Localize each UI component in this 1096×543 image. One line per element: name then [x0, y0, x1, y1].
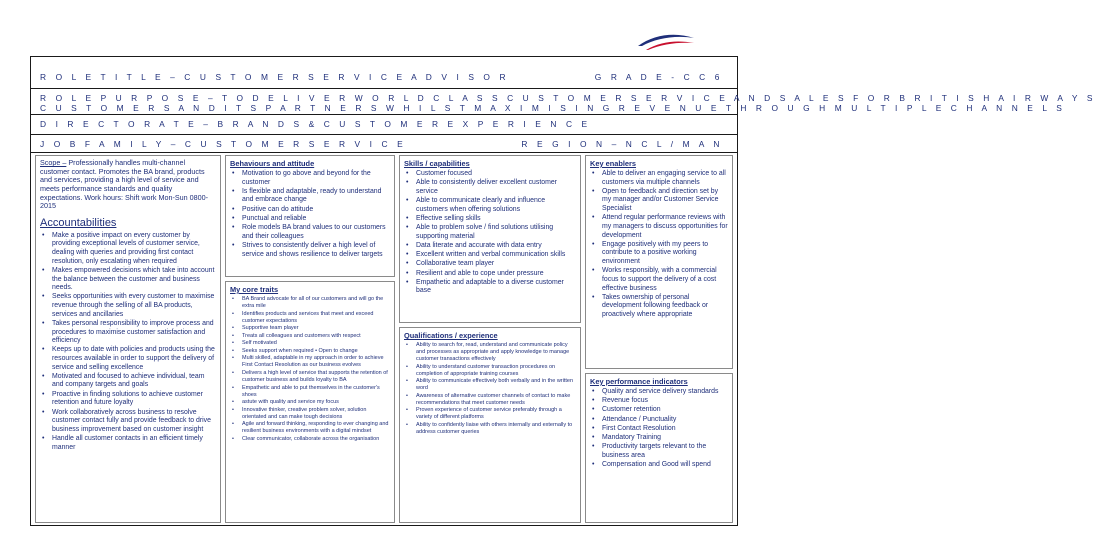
- qualifications-item: • Ability to search for, read, understand and communicate policy and processes as appropriate and apply knowledge to manage customer transactions effectively: [404, 342, 576, 363]
- key-enablers-heading: Key enablers: [590, 159, 637, 168]
- qualifications-item: • Ability to understand customer transaction procedures on completion of appropriate training courses: [404, 364, 576, 378]
- accountabilities-item: • Takes personal responsibility to improve process and procedures to maximise customer satisfaction and efficiency: [40, 320, 216, 346]
- core-traits-item: • Multi skilled, adaptable in my approach in order to achieve First Contact Resolution as our business evolves: [230, 355, 390, 369]
- qualifications-item: • Ability to communicate effectively both verbally and in the written word: [404, 378, 576, 392]
- skills-heading: Skills / capabilities: [404, 159, 470, 168]
- enablers-item: • Attend regular performance reviews with my managers to discuss opportunities for development: [590, 214, 728, 240]
- kpis-item: • Revenue focus: [590, 397, 728, 406]
- core-traits-item: • Identifies products and services that meet and exceed customer expectations: [230, 311, 390, 325]
- accountabilities-item: • Handle all customer contacts in an efficient timely manner: [40, 435, 216, 452]
- scope-body: Professionally handles multi-channel customer contact. Promotes the BA brand, products and services, providing a high level of service and meets performance standards and quality expectations. Work hours: Shift work Mon-Sun 0800-2015: [40, 158, 209, 211]
- enablers-item: • Able to deliver an engaging service to all customers via multiple channels: [590, 170, 728, 187]
- divider: [31, 88, 737, 89]
- region: R E G I O N – N C L / M A N: [521, 139, 723, 149]
- core-traits-item: • Clear communicator, collaborate across the organisation: [230, 436, 390, 443]
- purpose-line-2: C U S T O M E R S A N D I T S P A R T N E R S W H I L S T M A X I M I S I N G R E V E N U E T H R O U G H M U L T I P L E C H A N N E L S: [40, 103, 1066, 113]
- core-traits-item: • Innovative thinker, creative problem solver, solution orientated and can make tough decisions: [230, 407, 390, 421]
- skills-item: • Able to problem solve / find solutions utilising supporting material: [404, 224, 576, 241]
- skills-item: • Data literate and accurate with data entry: [404, 242, 576, 251]
- kpi-box: [585, 373, 733, 523]
- accountabilities-item: • Motivated and focused to achieve individual, team and company targets and goals: [40, 373, 216, 390]
- behaviours-list: [230, 170, 390, 259]
- skills-item: • Excellent written and verbal communication skills: [404, 251, 576, 260]
- kpis-item: • Mandatory Training: [590, 434, 728, 443]
- core-traits-item: • astute with quality and service my focus: [230, 399, 390, 406]
- core-traits-box: [225, 281, 395, 523]
- core-traits-item: • Self motivated: [230, 340, 390, 347]
- directorate: D I R E C T O R A T E – B R A N D S & C U S T O M E R E X P E R I E N C E: [40, 119, 591, 129]
- core-traits-item: • Treats all colleagues and customers with respect: [230, 333, 390, 340]
- kpis-item: • Attendance / Punctuality: [590, 416, 728, 425]
- accountabilities-list: [40, 232, 216, 452]
- skills-box: [399, 155, 581, 323]
- skills-item: • Able to consistently deliver excellent customer service: [404, 179, 576, 196]
- skills-item: • Empathetic and adaptable to a diverse customer base: [404, 279, 576, 296]
- document-frame: [30, 56, 1096, 526]
- kpis-item: • Customer retention: [590, 406, 728, 415]
- accountabilities-item: • Work collaboratively across business to resolve customer contact fully and provide feedback to drive business improvement based on customer insight: [40, 409, 216, 435]
- accountabilities-item: • Proactive in finding solutions to achieve customer retention and future loyalty: [40, 391, 216, 408]
- core-traits-item: • Agile and forward thinking, responding to ever changing and resilient business environments with a digital mindset: [230, 421, 390, 435]
- behaviours-box: [225, 155, 395, 277]
- enablers-item: • Takes ownership of personal development following feedback or proactively where appropriate: [590, 294, 728, 320]
- grade: G R A D E - C C 6: [594, 72, 723, 82]
- behaviours-item: • Motivation to go above and beyond for the customer: [230, 170, 390, 187]
- accountabilities-item: • Seeks opportunities with every customer to maximise revenue through the selling of all BA products, services and ancillaries: [40, 293, 216, 319]
- job-family: J O B F A M I L Y – C U S T O M E R S E R V I C E: [40, 139, 407, 149]
- divider: [31, 152, 737, 153]
- qualifications-box: [399, 327, 581, 523]
- key-enablers-box: [585, 155, 733, 369]
- kpis-item: • Productivity targets relevant to the business area: [590, 443, 728, 460]
- kpi-list: [590, 388, 728, 470]
- accountabilities-item: • Make a positive impact on every customer by providing exceptional levels of customer service, dealing with queries and providing first contact resolution, only escalating when required: [40, 232, 216, 267]
- role-title: R O L E T I T L E – C U S T O M E R S E R V I C E A D V I S O R: [40, 72, 510, 82]
- qualifications-item: • Awareness of alternative customer channels of contact to make recommendations that meet customer needs: [404, 393, 576, 407]
- enablers-item: • Open to feedback and direction set by my manager and/or Customer Service Specialist: [590, 188, 728, 214]
- enablers-item: • Engage positively with my peers to contribute to a positive working environment: [590, 241, 728, 267]
- core-traits-item: • Delivers a high level of service that supports the retention of customer business and builds loyalty to BA: [230, 370, 390, 384]
- behaviours-item: • Positive can do attitude: [230, 206, 390, 215]
- core-traits-heading: My core traits: [230, 285, 279, 294]
- core-traits-item: • Supportive team player: [230, 325, 390, 332]
- key-enablers-list: [590, 170, 728, 320]
- skills-item: • Able to communicate clearly and influence customers when offering solutions: [404, 197, 576, 214]
- qualifications-heading: Qualifications / experience: [404, 331, 498, 340]
- behaviours-item: • Strives to consistently deliver a high level of service and shows resilience to deliver targets: [230, 242, 390, 259]
- core-traits-item: • Seeks support when required • Open to change: [230, 348, 390, 355]
- skills-list: [404, 170, 576, 296]
- purpose-line-1: R O L E P U R P O S E – T O D E L I V E R W O R L D C L A S S C U S T O M E R S E R V I C E A N D S A L E S F O R B R I T I S H A I R W A Y S: [40, 93, 1096, 103]
- accountabilities-item: • Keeps up to date with policies and products using the resources available in order to support the delivery of service and selling excellence: [40, 346, 216, 372]
- enablers-item: • Works responsibly, with a commercial focus to support the delivery of a cost effective business: [590, 267, 728, 293]
- qualifications-item: • Ability to confidently liaise with others internally and externally to address customer queries: [404, 422, 576, 436]
- kpis-item: • Quality and service delivery standards: [590, 388, 728, 397]
- behaviours-heading: Behaviours and attitude: [230, 159, 315, 168]
- divider: [31, 134, 737, 135]
- skills-item: • Customer focused: [404, 170, 576, 179]
- scope-accountabilities-box: [35, 155, 221, 523]
- accountabilities-item: • Makes empowered decisions which take into account the balance between the customer and business needs.: [40, 267, 216, 293]
- kpi-heading: Key performance indicators: [590, 377, 688, 386]
- skills-item: • Resilient and able to cope under pressure: [404, 270, 576, 279]
- skills-item: • Collaborative team player: [404, 260, 576, 269]
- scope-text: [40, 159, 216, 211]
- core-traits-item: • Empathetic and able to put themselves in the customer's shoes: [230, 385, 390, 399]
- core-traits-list: [230, 296, 390, 443]
- kpis-item: • First Contact Resolution: [590, 425, 728, 434]
- scope-heading: Scope –: [40, 158, 67, 167]
- qualifications-list: [404, 342, 576, 436]
- behaviours-item: • Punctual and reliable: [230, 215, 390, 224]
- airline-logo-icon: [636, 30, 696, 52]
- core-traits-item: • BA Brand advocate for all of our customers and will go the extra mile: [230, 296, 390, 310]
- qualifications-item: • Proven experience of customer service preferably through a variety of different platforms: [404, 407, 576, 421]
- kpis-item: • Compensation and Good will spend: [590, 461, 728, 470]
- divider: [31, 114, 737, 115]
- behaviours-item: • Is flexible and adaptable, ready to understand and embrace change: [230, 188, 390, 205]
- behaviours-item: • Role models BA brand values to our customers and their colleagues: [230, 224, 390, 241]
- accountabilities-heading: Accountabilities: [40, 216, 117, 229]
- skills-item: • Effective selling skills: [404, 215, 576, 224]
